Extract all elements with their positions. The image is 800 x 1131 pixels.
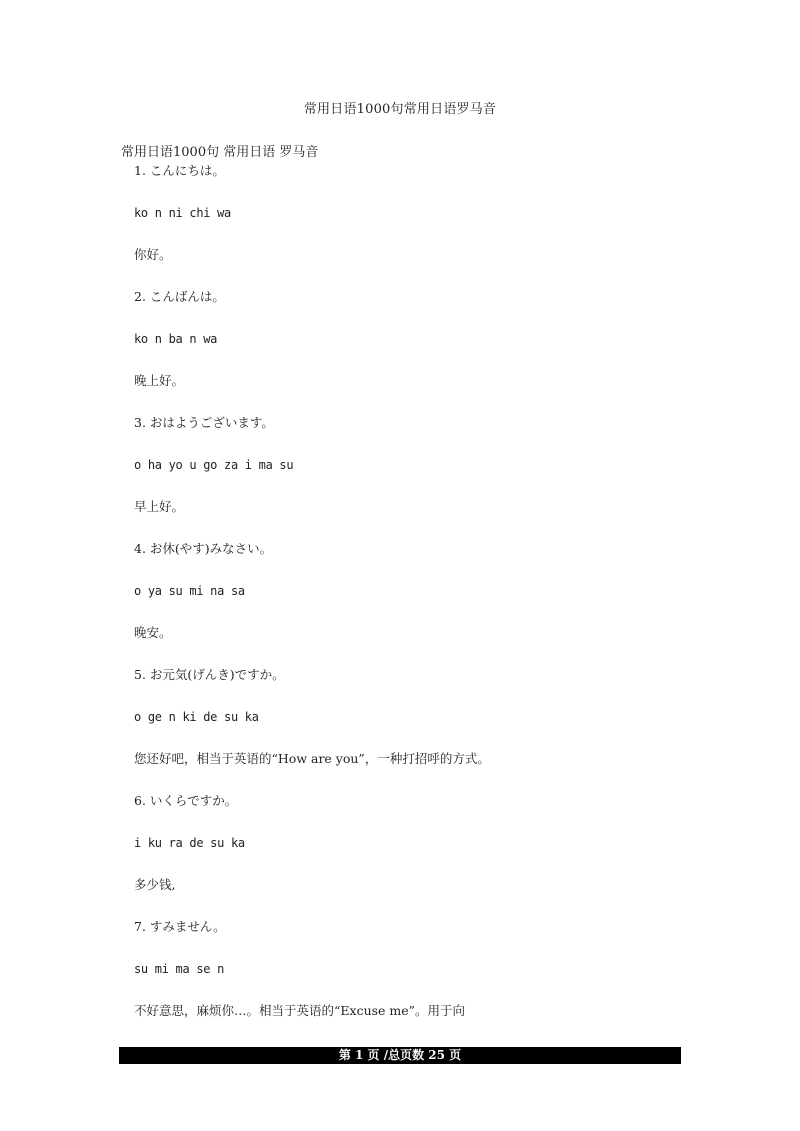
phrase-5-romaji: o ge n ki de su ka (134, 710, 259, 724)
phrase-7-chinese: 不好意思，麻烦你…。相当于英语的“Excuse me”。用于向 (134, 1003, 466, 1018)
phrase-4-japanese: 4. お休(やす)みなさい。 (134, 541, 273, 556)
phrase-1-romaji: ko n ni chi wa (134, 206, 231, 220)
phrase-4-romaji: o ya su mi na sa (134, 584, 245, 598)
phrase-3-japanese: 3. おはようございます。 (134, 415, 274, 430)
phrase-2-chinese: 晚上好。 (134, 373, 185, 388)
phrase-3-chinese: 早上好。 (134, 499, 185, 514)
phrase-1-chinese: 你好。 (134, 247, 172, 262)
page-title: 常用日语1000句常用日语罗马音 (303, 102, 497, 117)
phrase-3-romaji: o ha yo u go za i ma su (134, 458, 294, 472)
phrase-5-japanese: 5. お元気(げんき)ですか。 (134, 667, 285, 682)
page-number-label: 第 1 页 /总页数 25 页 (338, 1048, 462, 1062)
phrase-5-chinese: 您还好吧，相当于英语的“How are you”，一种打招呼的方式。 (134, 751, 490, 766)
phrase-1-japanese: 1. こんにちは。 (134, 163, 225, 178)
page-footer (119, 1047, 681, 1064)
phrase-6-romaji: i ku ra de su ka (134, 836, 245, 850)
phrase-2-romaji: ko n ba n wa (134, 332, 218, 346)
document-body (134, 162, 694, 1044)
phrase-7-japanese: 7. すみません。 (134, 919, 226, 934)
document-subtitle: 常用日语1000句 常用日语 罗马音 (121, 145, 319, 160)
phrase-7-romaji: su mi ma se n (134, 962, 225, 976)
phrase-6-japanese: 6. いくらですか。 (134, 793, 238, 808)
phrase-6-chinese: 多少钱, (134, 877, 176, 892)
phrase-4-chinese: 晚安。 (134, 625, 172, 640)
phrase-2-japanese: 2. こんばんは。 (134, 289, 225, 304)
